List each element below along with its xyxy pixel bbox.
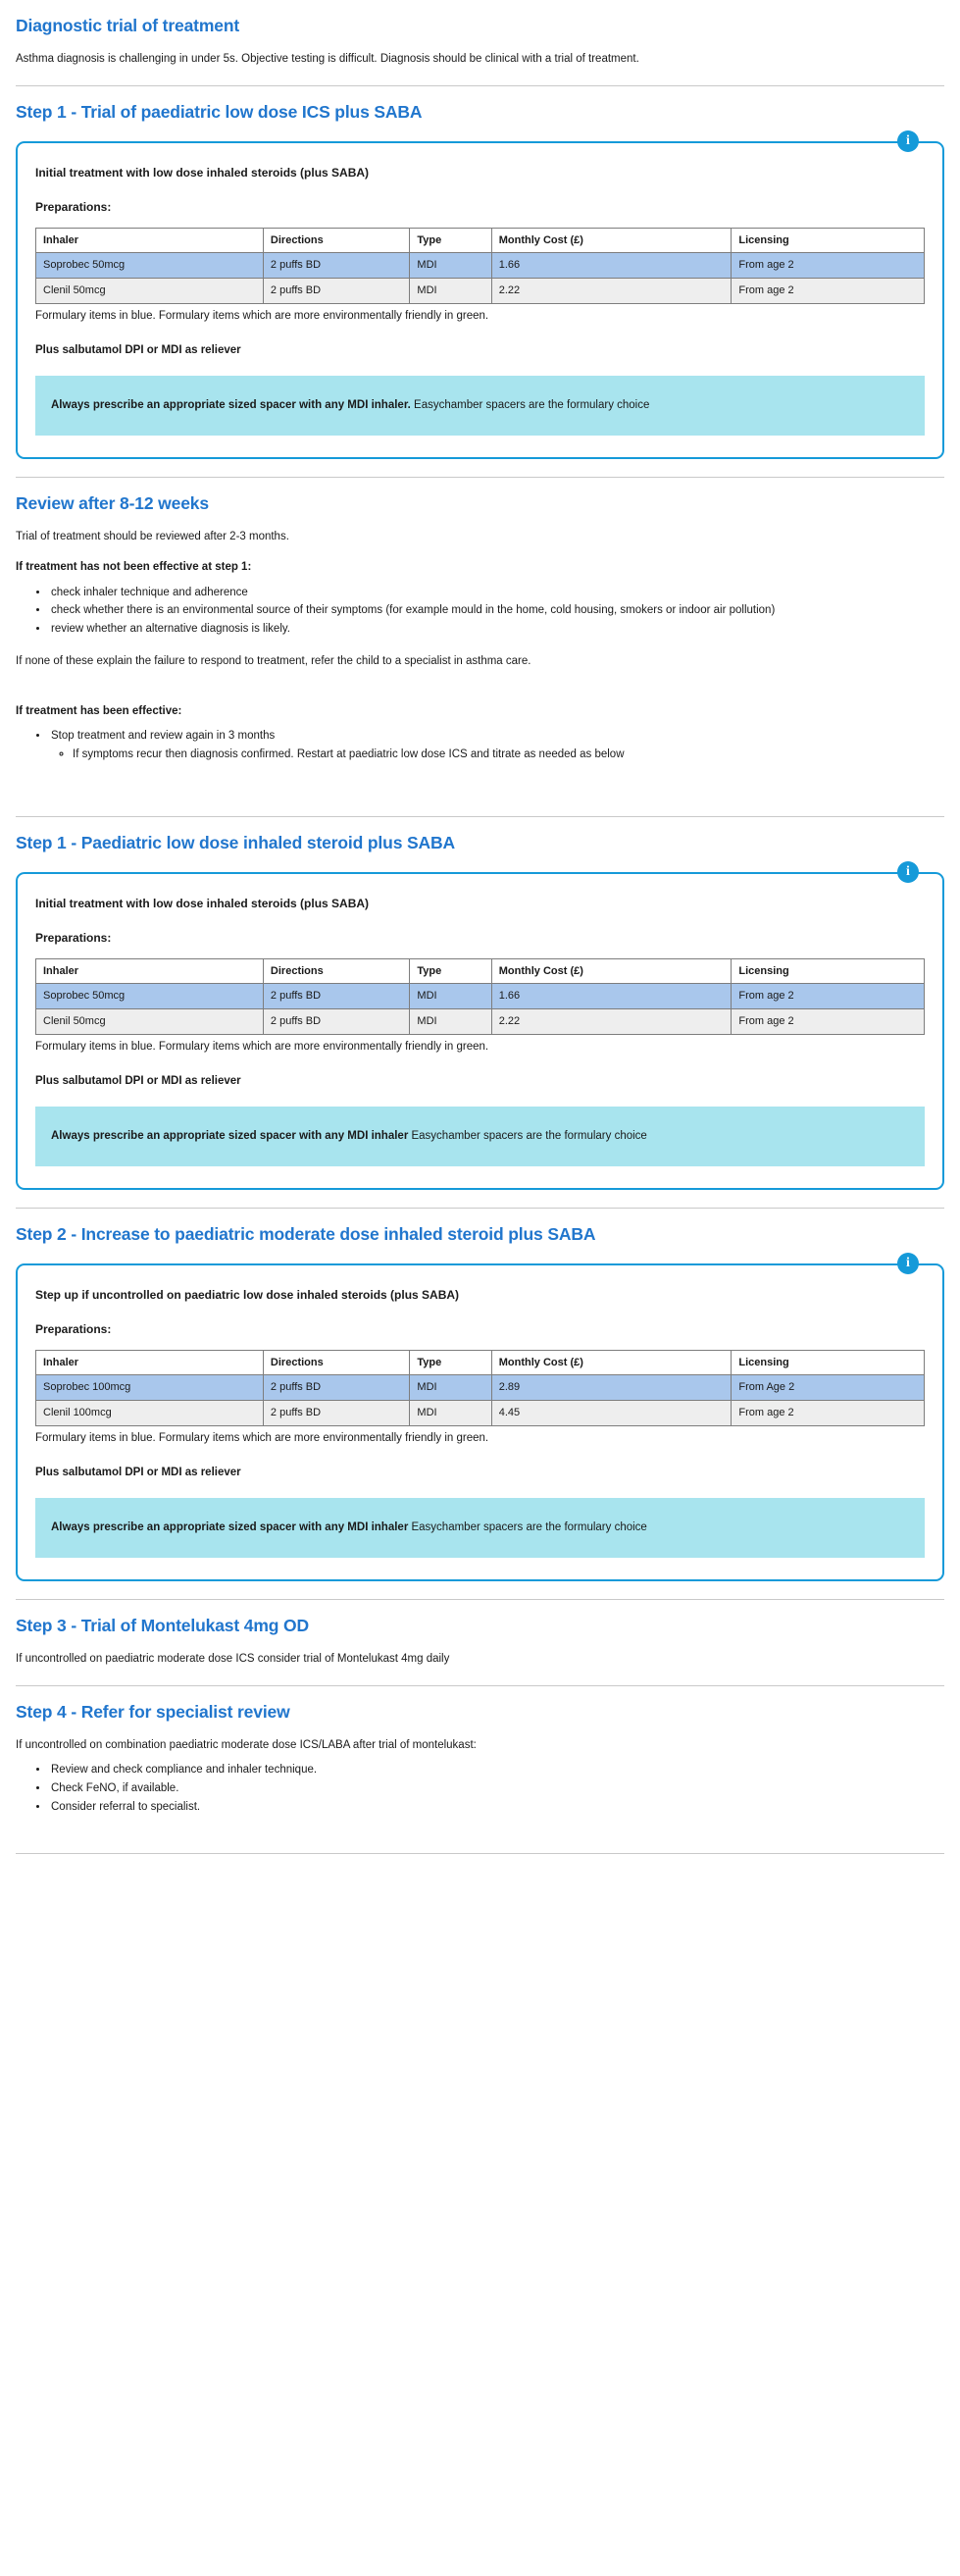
spacer-callout [35, 376, 925, 436]
list-item: • review whether an alternative diagnosis is likely. [49, 621, 944, 639]
col-header-inhaler: Inhaler [36, 958, 264, 984]
col-header-cost: Monthly Cost (£) [491, 1350, 732, 1375]
table-header-row [36, 228, 925, 253]
list-item: • check whether there is an environmental source of their symptoms (for example mould in the home, cold housing, smokers or indoor air pollution) [49, 602, 944, 620]
formulary-note: Formulary items in blue. Formulary items which are more environmentally friendly in green. [35, 1432, 489, 1445]
cell-directions: 2 puffs BD [263, 1401, 409, 1426]
review-heading: Review after 8-12 weeks [16, 493, 209, 514]
intro-section [16, 0, 944, 68]
preparations-table [35, 228, 925, 305]
list-item: • Consider referral to specialist. [49, 1799, 944, 1817]
step2-section [16, 1209, 944, 1581]
col-header-directions: Directions [263, 958, 409, 984]
step3-heading: Step 3 - Trial of Montelukast 4mg OD [16, 1616, 309, 1636]
cell-cost: 2.22 [491, 1009, 732, 1035]
col-header-licensing: Licensing [732, 1350, 925, 1375]
cell-licensing: From age 2 [732, 984, 925, 1009]
spacer-callout [35, 1107, 925, 1166]
table-row [36, 1401, 925, 1426]
referral-note: If none of these explain the failure to respond to treatment, refer the child to a specialist in asthma care. [16, 654, 531, 667]
cell-cost: 1.66 [491, 984, 732, 1009]
list-item: • check inhaler technique and adherence [49, 585, 944, 602]
formulary-note: Formulary items in blue. Formulary items which are more environmentally friendly in green. [35, 310, 489, 323]
card-title: Initial treatment with low dose inhaled steroids (plus SABA) [35, 896, 370, 910]
reliever-note: Plus salbutamol DPI or MDI as reliever [35, 1466, 241, 1478]
effective-sub-list [51, 747, 944, 764]
step1-lowdose-card-wrap [16, 863, 944, 1190]
cell-directions: 2 puffs BD [263, 253, 409, 279]
info-icon[interactable]: i [897, 1253, 919, 1274]
cell-cost: 4.45 [491, 1401, 732, 1426]
table-header-row [36, 1350, 925, 1375]
list-item: ◦ If symptoms recur then diagnosis confirmed. Restart at paediatric low dose ICS and titrate as needed as below [73, 747, 944, 764]
col-header-cost: Monthly Cost (£) [491, 228, 732, 253]
card-title: Step up if uncontrolled on paediatric low dose inhaled steroids (plus SABA) [35, 1287, 460, 1302]
reliever-note: Plus salbutamol DPI or MDI as reliever [35, 343, 241, 356]
table-row [36, 1375, 925, 1401]
step1-lowdose-heading: Step 1 - Paediatric low dose inhaled steroid plus SABA [16, 833, 455, 853]
card-subtitle: Preparations: [35, 199, 112, 214]
table-row [36, 984, 925, 1009]
step3-section [16, 1600, 944, 1668]
cell-type: MDI [410, 1009, 491, 1035]
not-effective-heading: If treatment has not been effective at step 1: [16, 561, 252, 574]
table-row [36, 1009, 925, 1035]
col-header-cost: Monthly Cost (£) [491, 958, 732, 984]
cell-inhaler: Clenil 100mcg [36, 1401, 264, 1426]
table-header-row [36, 958, 925, 984]
col-header-licensing: Licensing [732, 958, 925, 984]
col-header-type: Type [410, 228, 491, 253]
cell-cost: 1.66 [491, 253, 732, 279]
cell-directions: 2 puffs BD [263, 984, 409, 1009]
step4-heading: Step 4 - Refer for specialist review [16, 1702, 290, 1723]
col-header-directions: Directions [263, 228, 409, 253]
col-header-licensing: Licensing [732, 228, 925, 253]
step2-card-wrap [16, 1255, 944, 1581]
callout-rest-text: Easychamber spacers are the formulary choice [410, 399, 650, 412]
cell-directions: 2 puffs BD [263, 1375, 409, 1401]
effective-heading: If treatment has been effective: [16, 705, 182, 718]
step3-paragraph: If uncontrolled on paediatric moderate dose ICS consider trial of Montelukast 4mg daily [16, 1652, 450, 1665]
cell-inhaler: Soprobec 50mcg [36, 253, 264, 279]
step4-paragraph: If uncontrolled on combination paediatric moderate dose ICS/LABA after trial of montelukast: [16, 1739, 477, 1752]
col-header-type: Type [410, 1350, 491, 1375]
step1-trial-section [16, 86, 944, 459]
cell-inhaler: Soprobec 50mcg [36, 984, 264, 1009]
step2-heading: Step 2 - Increase to paediatric moderate dose inhaled steroid plus SABA [16, 1224, 596, 1245]
card-subtitle: Preparations: [35, 930, 112, 945]
cell-type: MDI [410, 279, 491, 304]
cell-inhaler: Soprobec 100mcg [36, 1375, 264, 1401]
callout-bold-text: Always prescribe an appropriate sized spacer with any MDI inhaler. [51, 399, 411, 412]
cell-inhaler: Clenil 50mcg [36, 279, 264, 304]
step1-trial-heading: Step 1 - Trial of paediatric low dose ICS plus SABA [16, 102, 423, 123]
cell-licensing: From age 2 [732, 1009, 925, 1035]
card-title: Initial treatment with low dose inhaled steroids (plus SABA) [35, 166, 370, 180]
step1-lowdose-section [16, 817, 944, 1190]
intro-paragraph: Asthma diagnosis is challenging in under 5s. Objective testing is difficult. Diagnosis should be clinical with a trial of treatment. [16, 52, 639, 65]
review-intro: Trial of treatment should be reviewed after 2-3 months. [16, 531, 289, 543]
cell-directions: 2 puffs BD [263, 279, 409, 304]
formulary-note: Formulary items in blue. Formulary items which are more environmentally friendly in green. [35, 1041, 489, 1054]
table-row [36, 279, 925, 304]
list-item: • Check FeNO, if available. [49, 1780, 944, 1798]
callout-rest-text: Easychamber spacers are the formulary choice [408, 1130, 647, 1143]
preparations-table [35, 958, 925, 1036]
card-subtitle: Preparations: [35, 1321, 112, 1336]
cell-inhaler: Clenil 50mcg [36, 1009, 264, 1035]
spacer-callout [35, 1498, 925, 1558]
divider [16, 1853, 944, 1854]
info-icon[interactable]: i [897, 130, 919, 152]
cell-cost: 2.22 [491, 279, 732, 304]
review-section [16, 478, 944, 799]
step1-lowdose-card [16, 872, 944, 1190]
cell-directions: 2 puffs BD [263, 1009, 409, 1035]
cell-type: MDI [410, 1401, 491, 1426]
info-icon[interactable]: i [897, 861, 919, 883]
not-effective-bullet-list [16, 585, 944, 639]
list-item-label: Stop treatment and review again in 3 months [51, 730, 276, 743]
col-header-directions: Directions [263, 1350, 409, 1375]
list-item [49, 728, 944, 764]
col-header-inhaler: Inhaler [36, 1350, 264, 1375]
cell-cost: 2.89 [491, 1375, 732, 1401]
preparations-table [35, 1350, 925, 1427]
step1-trial-card [16, 141, 944, 459]
table-row [36, 253, 925, 279]
step4-section [16, 1686, 944, 1835]
callout-bold-text: Always prescribe an appropriate sized spacer with any MDI inhaler [51, 1130, 409, 1143]
step4-bullet-list [16, 1762, 944, 1816]
cell-licensing: From Age 2 [732, 1375, 925, 1401]
page-title: Diagnostic trial of treatment [16, 16, 240, 35]
col-header-inhaler: Inhaler [36, 228, 264, 253]
cell-type: MDI [410, 253, 491, 279]
reliever-note: Plus salbutamol DPI or MDI as reliever [35, 1074, 241, 1087]
callout-bold-text: Always prescribe an appropriate sized spacer with any MDI inhaler [51, 1521, 409, 1534]
cell-licensing: From age 2 [732, 1401, 925, 1426]
step1-trial-card-wrap [16, 133, 944, 459]
effective-bullet-list [16, 728, 944, 764]
cell-licensing: From age 2 [732, 253, 925, 279]
cell-type: MDI [410, 1375, 491, 1401]
cell-type: MDI [410, 984, 491, 1009]
step2-card [16, 1263, 944, 1581]
list-item: • Review and check compliance and inhaler technique. [49, 1762, 944, 1779]
col-header-type: Type [410, 958, 491, 984]
callout-rest-text: Easychamber spacers are the formulary choice [408, 1521, 647, 1534]
cell-licensing: From age 2 [732, 279, 925, 304]
